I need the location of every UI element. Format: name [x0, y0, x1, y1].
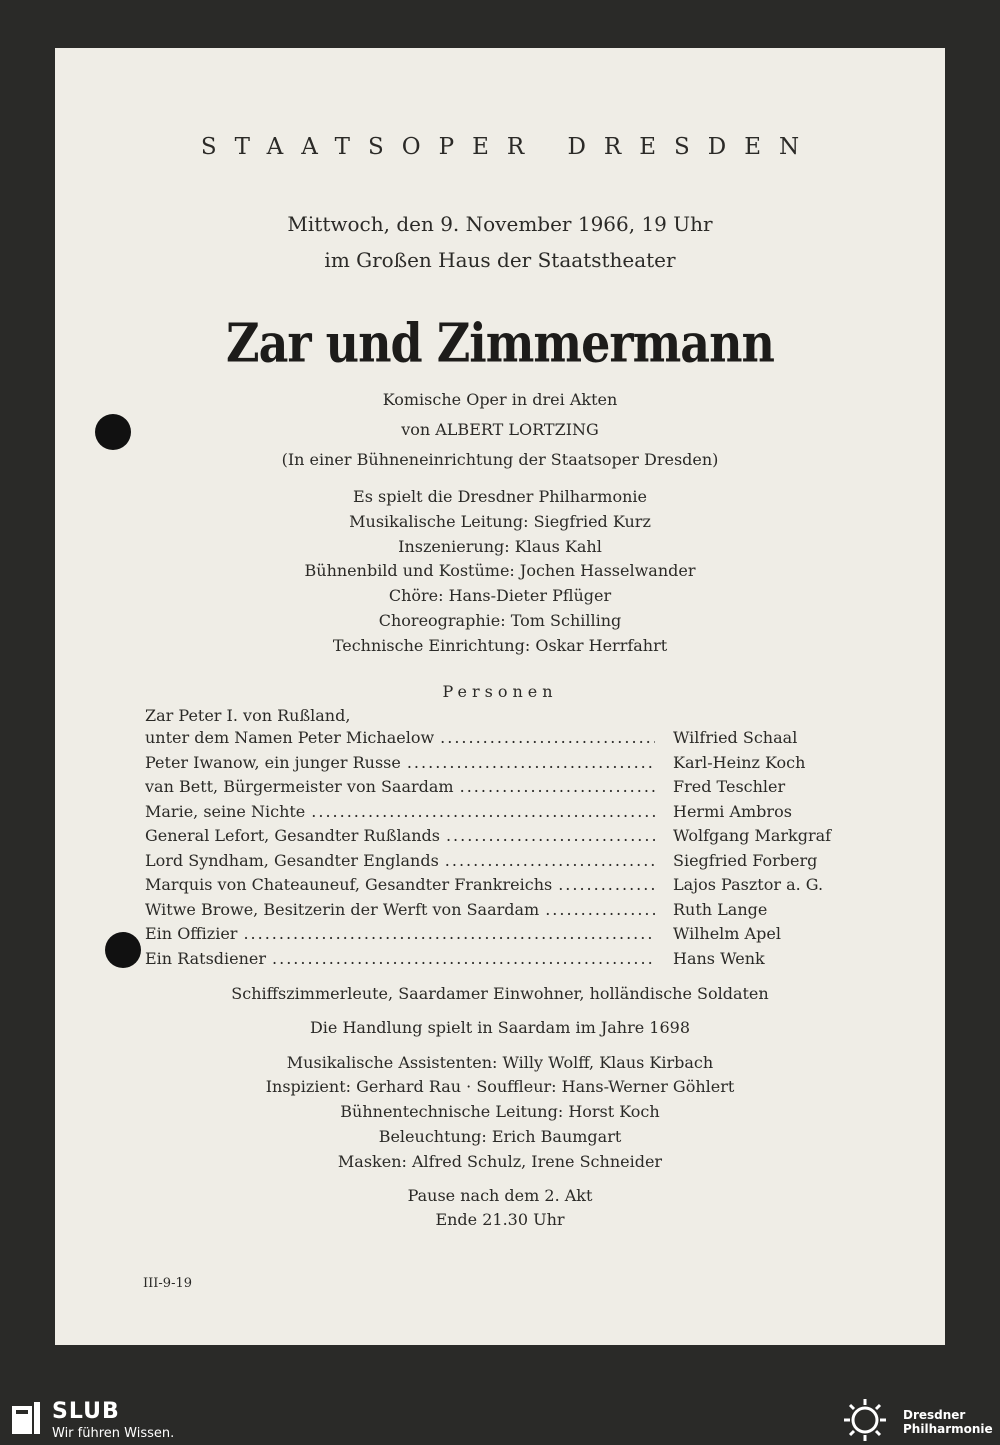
leader-dots: [311, 802, 655, 821]
staging-note: (In einer Bühneneinrichtung der Staatsoper Dresden): [281, 450, 719, 469]
actor-name: Wilhelm Apel: [673, 924, 781, 943]
end-time: Ende 21.30 Uhr: [435, 1210, 565, 1229]
cast-row: [145, 753, 845, 775]
cast-row: [145, 777, 845, 799]
cast-row: [145, 826, 845, 848]
role-name: General Lefort, Gesandter Rußlands: [145, 826, 440, 845]
role-name: van Bett, Bürgermeister von Saardam: [145, 777, 454, 796]
role-name: Witwe Browe, Besitzerin der Werft von Saardam: [145, 900, 540, 919]
actor-name: Wolfgang Markgraf: [673, 826, 832, 845]
leader-dots: [545, 900, 655, 919]
staff-line: Musikalische Assistenten: Willy Wolff, Klaus Kirbach: [286, 1053, 714, 1072]
staff-line: Beleuchtung: Erich Baumgart: [378, 1127, 622, 1146]
crew-line: Choreographie: Tom Schilling: [378, 611, 622, 630]
role-name: unter dem Namen Peter Michaelow: [145, 728, 435, 747]
crew-line: Bühnenbild und Kostüme: Jochen Hasselwander: [304, 561, 696, 580]
cast-row: [145, 900, 845, 922]
theater-name: STAATSOPER DRESDEN: [200, 134, 818, 160]
genre: Komische Oper in drei Akten: [382, 390, 618, 409]
partner-name-line2: Philharmonie: [903, 1422, 993, 1436]
partner-name-line1: Dresdner: [903, 1408, 966, 1422]
actor-name: Lajos Pasztor a. G.: [673, 875, 824, 894]
role-name-line1: Zar Peter I. von Rußland,: [145, 706, 351, 725]
leader-dots: [407, 753, 655, 772]
role-name: Lord Syndham, Gesandter Englands: [145, 851, 439, 870]
leader-dots: [243, 924, 655, 943]
actor-name: Karl-Heinz Koch: [673, 753, 806, 772]
staff-line: Bühnentechnische Leitung: Horst Koch: [340, 1102, 660, 1121]
role-name: Peter Iwanow, ein junger Russe: [145, 753, 401, 772]
leader-dots: [558, 875, 655, 894]
cast-row: [145, 949, 845, 971]
cast-row: [145, 802, 845, 824]
crew-line: Es spielt die Dresdner Philharmonie: [353, 487, 647, 506]
library-tagline: Wir führen Wissen.: [52, 1426, 175, 1441]
ensemble: Schiffszimmerleute, Saardamer Einwohner, holländische Soldaten: [231, 984, 769, 1003]
actor-name: Siegfried Forberg: [673, 851, 818, 870]
philharmonie-logo-icon: [842, 1397, 888, 1443]
cast-row: [145, 924, 845, 946]
personen-heading: Personen: [442, 682, 558, 701]
pause-info: Pause nach dem 2. Akt: [407, 1186, 593, 1205]
role-name: Ein Ratsdiener: [145, 949, 267, 968]
venue: im Großen Haus der Staatstheater: [324, 248, 676, 272]
performance-date: Mittwoch, den 9. November 1966, 19 Uhr: [287, 212, 713, 236]
cast-row: [145, 851, 845, 873]
slub-logo-icon: [12, 1402, 42, 1436]
actor-name: Hans Wenk: [673, 949, 765, 968]
actor-name: Fred Teschler: [673, 777, 786, 796]
actor-name: Wilfried Schaal: [673, 728, 798, 747]
actor-name: Hermi Ambros: [673, 802, 792, 821]
role-name: Marquis von Chateauneuf, Gesandter Frankreichs: [145, 875, 553, 894]
punch-hole: [105, 932, 141, 968]
composer: von ALBERT LORTZING: [401, 420, 599, 439]
leader-dots: [272, 949, 655, 968]
library-name[interactable]: SLUB: [52, 1399, 120, 1424]
footer-bar: [0, 1395, 1000, 1445]
actor-name: Ruth Lange: [673, 900, 768, 919]
crew-line: Inszenierung: Klaus Kahl: [398, 537, 602, 556]
role-name: Marie, seine Nichte: [145, 802, 306, 821]
opera-title: Zar und Zimmermann: [226, 311, 774, 375]
role-name: Ein Offizier: [145, 924, 238, 943]
cast-row: [145, 875, 845, 897]
leader-dots: [446, 826, 655, 845]
program-sheet: [55, 48, 945, 1345]
cast-row: [145, 706, 845, 750]
crew-line: Technische Einrichtung: Oskar Herrfahrt: [332, 636, 668, 655]
setting: Die Handlung spielt in Saardam im Jahre 1698: [309, 1018, 691, 1037]
staff-line: Masken: Alfred Schulz, Irene Schneider: [337, 1152, 663, 1171]
crew-line: Chöre: Hans-Dieter Pflüger: [388, 586, 612, 605]
leader-dots: [445, 851, 655, 870]
leader-dots: [440, 728, 655, 747]
leader-dots: [460, 777, 655, 796]
staff-line: Inspizient: Gerhard Rau · Souffleur: Hans-Werner Göhlert: [265, 1077, 735, 1096]
crew-line: Musikalische Leitung: Siegfried Kurz: [349, 512, 651, 531]
archive-code: III-9-19: [143, 1276, 193, 1291]
